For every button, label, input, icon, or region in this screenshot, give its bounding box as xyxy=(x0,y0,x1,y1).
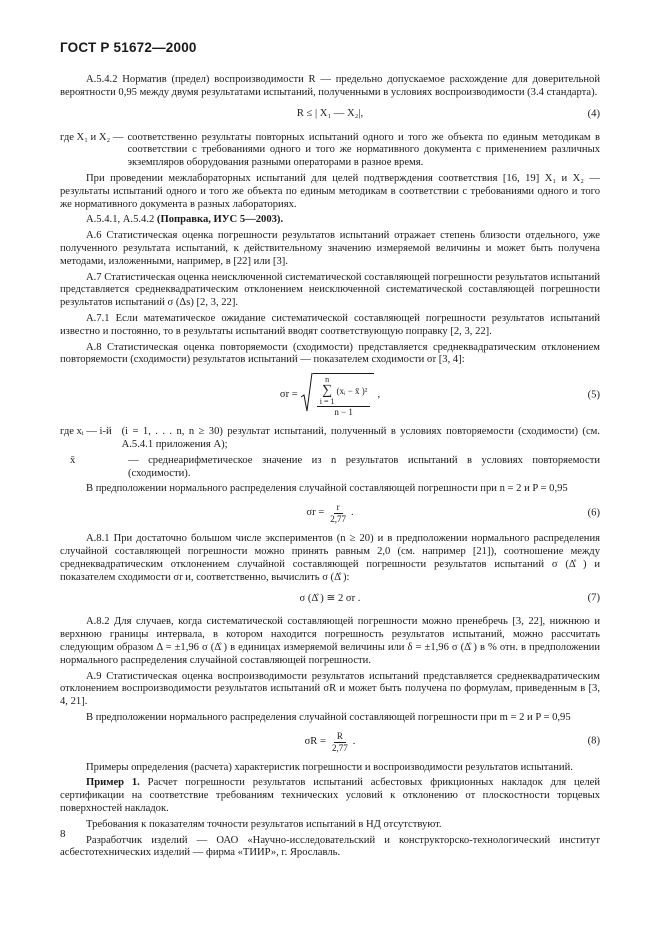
definition-x-mean: x̄ — среднеарифметическое значение из n результатов испытаний в условиях повторяемости (сходимости). xyxy=(70,454,600,479)
paragraph-a81: А.8.1 При достаточно большом числе экспериментов (n ≥ 20) и в предположении нормального распределения случайной составляющей погрешности можно принять равным 2,0 (см. например [21]), соотношение между среднеквадратическим отклонением случайной составляющей погрешности результатов испытаний σ (Δ̊ ) и показателем сходимости σr и, соответственно, вычислить σ (Δ̊ ): xyxy=(60,533,600,583)
equation-6-number: (6) xyxy=(587,507,600,519)
definition-xi: где xᵢ — i-й (i = 1, . . . n, n ≥ 30) результат испытаний, полученный в условиях повторяемости (сходимости) (см. А.5.4.1 приложения А); xyxy=(60,426,600,450)
paragraph-interlab: При проведении межлабораторных испытаний для целей подтверждения соответствия [16, 19] X₁ и X₂ — результаты испытаний одного и того же объекта по единым методикам в соответствии с требованиями одного и того же нормативного документа в разных лабораториях. xyxy=(60,172,600,210)
paragraph-a7: А.7 Статистическая оценка неисключенной систематической составляющей погрешности результатов испытаний представляется среднеквадратическим отклонением неисключенной систематической составляющей погрешности результатов испытаний σ (Δs) [2, 3, 22]. xyxy=(60,271,600,309)
example-label: Пример 1. xyxy=(86,777,140,789)
radical-sign-icon xyxy=(301,373,313,413)
paragraph-example-1: Пример 1. Расчет погрешности результатов испытаний асбестовых фрикционных накладок для целей сертификации на соответствие требованиям технических условий к отклонению от плоскостности торцевых поверхностей накладок. xyxy=(60,777,601,815)
equation-5-lhs: σr = xyxy=(279,389,298,401)
document-body xyxy=(60,74,600,863)
paragraph-developer: Разработчик изделий — ОАО «Научно-исследовательский и конструкторско-технологический институт асбестотехнических изделий — фирма «ТИИР», г. Ярославль. xyxy=(60,834,600,859)
document-header: ГОСТ Р 51672—2000 xyxy=(60,40,197,55)
equation-5: σr = n ∑ i = 1 (xᵢ − x̄ )² n − 1 , (5) xyxy=(279,375,600,418)
equation-7: σ (Δ̊ ) ≅ 2 σr . (7) xyxy=(299,592,600,604)
paragraph-a9: А.9 Статистическая оценка воспроизводимости результатов испытаний представляется среднеквадратическим отклонением воспроизводимости результатов испытаний σR и может быть получена по формулам, приведенным в [3, 4, 21]. xyxy=(60,670,600,708)
paragraph-a82: А.8.2 Для случаев, когда систематической составляющей погрешности можно пренебречь [3, 22], нижнюю и верхнюю границы интервала, в котором находится погрешность результатов испытаний, можно рассчитать следующим образом Δ = ±1,96 σ (Δ̊ ) в единицах измеряемой величины или δ = ±1,96 σ (Δ̊ ) в % отн. в предположении нормального распределения случайной составляющей погрешности. xyxy=(60,616,600,666)
summation-icon: ∑ xyxy=(322,383,333,399)
paragraph-examples: Примеры определения (расчета) характеристик погрешности и воспроизводимости результатов испытаний. xyxy=(86,761,573,773)
definition-x1-x2 xyxy=(60,132,600,170)
page-number: 8 xyxy=(60,828,66,840)
equation-4-number: (4) xyxy=(587,108,600,120)
equation-4 xyxy=(60,106,600,124)
paragraph-a71: А.7.1 Если математическое ожидание систематической составляющей погрешности результатов испытаний известно и постоянно, то в результаты испытаний вводят соответствующую поправку [2, 3, 22]. xyxy=(60,312,600,337)
amendment-note: (Поправка, ИУС 5—2003). xyxy=(156,214,284,226)
paragraph-normal-dist-1: В предположении нормального распределения случайной составляющей погрешности при n = 2 и P = 0,95 xyxy=(86,483,568,495)
definition-label: где X₁ и X₂ — xyxy=(60,131,124,143)
equation-5-number: (5) xyxy=(587,389,600,401)
paragraph-normal-dist-2: В предположении нормального распределения случайной составляющей погрешности при m = 2 и P = 0,95 xyxy=(86,711,571,723)
equation-6: σr = $\frac{r}{2,77}$ . (6) xyxy=(306,502,600,525)
paragraph-requirements: Требования к показателям точности результатов испытаний в НД отсутствуют. xyxy=(86,818,442,830)
paragraph-amendment: А.5.4.1, А.5.4.2 (Поправка, ИУС 5—2003). xyxy=(86,214,284,226)
paragraph-a542: А.5.4.2 Норматив (предел) воспроизводимости R — предельно допускаемое расхождение для доверительной вероятности 0,95 между двумя результатами испытаний, полученными в условиях воспроизводимости (3.4 стандарта). xyxy=(60,74,600,98)
equation-4-expression: R ≤ | X₁ — X₂|, xyxy=(296,108,364,120)
square-root xyxy=(301,373,375,418)
equation-8: σR = $\frac{R}{2,77}$ . (8) xyxy=(304,730,600,753)
summation: n ∑ i = 1 xyxy=(319,375,335,407)
paragraph-a8: А.8 Статистическая оценка повторяемости (сходимости) представляется среднеквадратическим отклонением повторяемости (сходимости) результатов испытаний — показателем сходимости σr [3, 4]: xyxy=(60,341,600,366)
paragraph-a6: А.6 Статистическая оценка погрешности результатов испытаний отражает степень близости отдельного, уже полученного результата испытаний, к действительному значению измеряемой величины и может быть получена методами, изложенными, например, в [22] или [3]. xyxy=(60,230,600,267)
definition-text: соответственно результаты повторных испытаний одного и того же объекта по единым методикам в соответствии с требованиями одного и того же нормативного документа с применением различных экземпляров оборудования разными операторами в разное время. xyxy=(127,131,600,169)
equation-8-number: (8) xyxy=(587,735,600,747)
equation-5-fraction: n ∑ i = 1 (xᵢ − x̄ )² n − 1 xyxy=(317,376,371,418)
equation-7-number: (7) xyxy=(587,592,600,604)
